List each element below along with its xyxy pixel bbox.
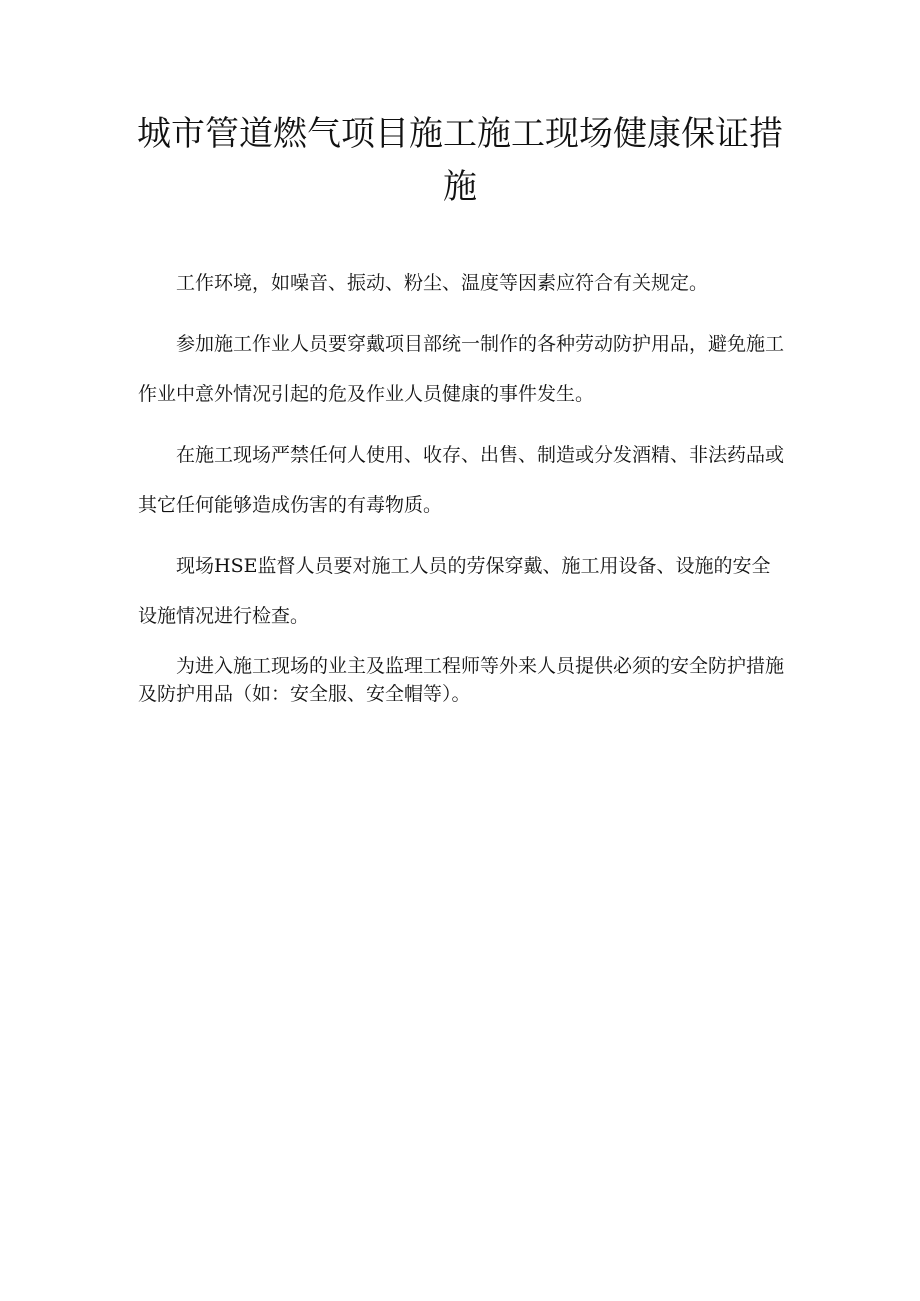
paragraph-protective-equipment: 参加施工作业人员要穿戴项目部统一制作的各种劳动防护用品，避免施工作业中意外情况引起的危及作业人员健康的事件发生。 — [138, 333, 785, 405]
paragraph-work-environment: 工作环境，如噪音、振动、粉尘、温度等因素应符合有关规定。 — [176, 272, 709, 294]
document-title: 城市管道燃气项目施工施工现场健康保证措施 — [137, 114, 783, 207]
paragraph-hse-inspection: 现场HSE监督人员要对施工人员的劳保穿戴、施工用设备、设施的安全设施情况进行检查。 — [138, 555, 771, 627]
paragraph-visitor-protection: 为进入施工现场的业主及监理工程师等外来人员提供必须的安全防护措施及防护用品（如：安全服、安全帽等）。 — [138, 655, 785, 705]
paragraph-prohibited-substances: 在施工现场严禁任何人使用、收存、出售、制造或分发酒精、非法药品或其它任何能够造成伤害的有毒物质。 — [138, 444, 785, 516]
document-body — [138, 258, 788, 719]
